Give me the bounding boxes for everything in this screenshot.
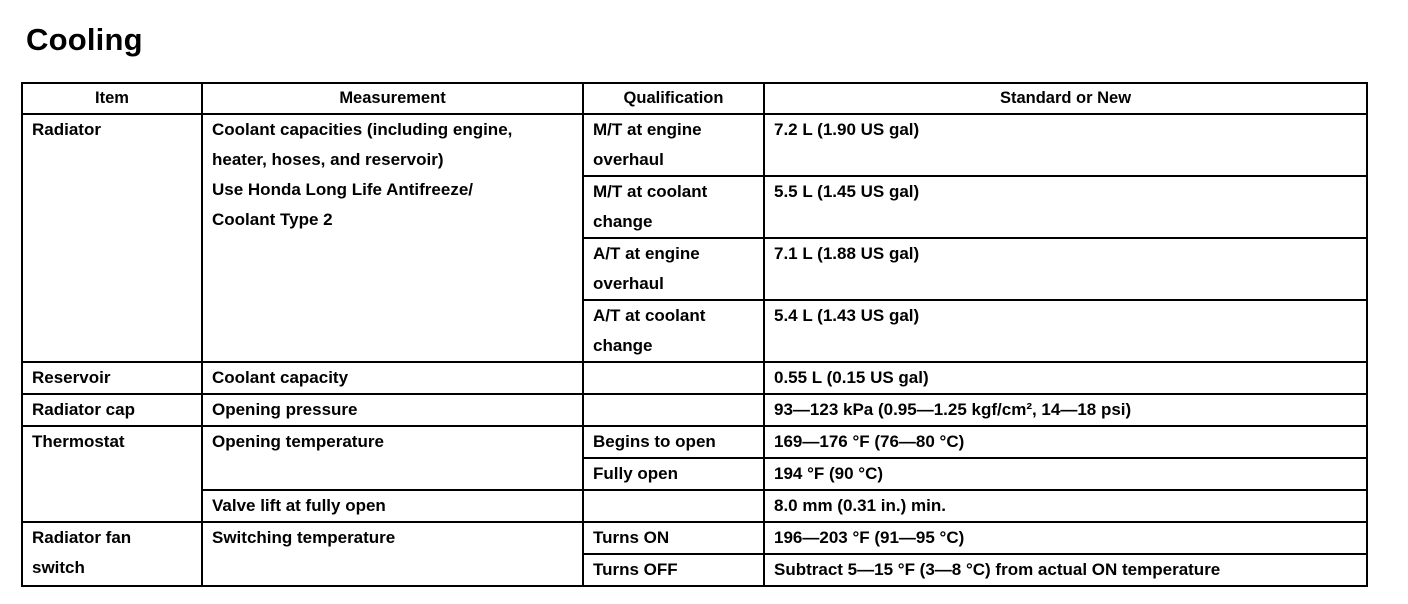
value-cell: 8.0 mm (0.31 in.) min. [764, 490, 1367, 522]
item-radiator: Radiator [22, 114, 202, 362]
value-cell: 5.4 L (1.43 US gal) [764, 300, 1367, 362]
measurement-line: Coolant capacities (including engine, [212, 120, 513, 139]
table-row [22, 394, 1367, 426]
qualification-cell [583, 176, 764, 238]
measurement-line: heater, hoses, and reservoir) [212, 150, 444, 169]
value-cell: 7.2 L (1.90 US gal) [764, 114, 1367, 176]
table-header-row [22, 83, 1367, 114]
qualification-cell [583, 362, 764, 394]
measurement-line: Use Honda Long Life Antifreeze/ [212, 180, 474, 199]
qualification-line: M/T at coolant [593, 182, 708, 201]
value-cell: 0.55 L (0.15 US gal) [764, 362, 1367, 394]
item-radiator-fan-switch [22, 522, 202, 586]
header-qualification: Qualification [583, 83, 764, 114]
value-cell: Subtract 5—15 °F (3—8 °C) from actual ON temperature [764, 554, 1367, 586]
value-cell: 194 °F (90 °C) [764, 458, 1367, 490]
item-thermostat: Thermostat [22, 426, 202, 522]
value-cell: 7.1 L (1.88 US gal) [764, 238, 1367, 300]
table-row [22, 114, 1367, 176]
header-item: Item [22, 83, 202, 114]
measurement-cell: Switching temperature [202, 522, 583, 586]
qualification-cell: Begins to open [583, 426, 764, 458]
qualification-line: overhaul [593, 274, 664, 293]
measurement-cell: Opening pressure [202, 394, 583, 426]
value-cell: 196—203 °F (91—95 °C) [764, 522, 1367, 554]
measurement-cell: Coolant capacity [202, 362, 583, 394]
table-row [22, 490, 1367, 522]
qualification-line: change [593, 212, 653, 231]
value-cell: 5.5 L (1.45 US gal) [764, 176, 1367, 238]
page-title: Cooling [26, 22, 143, 57]
qualification-cell [583, 394, 764, 426]
item-radiator-cap: Radiator cap [22, 394, 202, 426]
qualification-line: A/T at engine [593, 244, 700, 263]
measurement-coolant-capacities [202, 114, 583, 362]
value-cell: 93—123 kPa (0.95—1.25 kgf/cm², 14—18 psi) [764, 394, 1367, 426]
qualification-cell [583, 238, 764, 300]
qualification-line: A/T at coolant [593, 306, 706, 325]
measurement-cell: Opening temperature [202, 426, 583, 490]
qualification-line: M/T at engine [593, 120, 702, 139]
measurement-cell: Valve lift at fully open [202, 490, 583, 522]
qualification-line: overhaul [593, 150, 664, 169]
header-standard: Standard or New [764, 83, 1367, 114]
measurement-line: Coolant Type 2 [212, 210, 333, 229]
item-reservoir: Reservoir [22, 362, 202, 394]
cooling-spec-table [21, 82, 1368, 587]
table-row [22, 426, 1367, 458]
item-line: Radiator fan [32, 528, 132, 547]
item-line: switch [32, 558, 85, 577]
qualification-cell: Turns ON [583, 522, 764, 554]
qualification-cell: Turns OFF [583, 554, 764, 586]
qualification-cell: Fully open [583, 458, 764, 490]
table-row [22, 362, 1367, 394]
qualification-cell [583, 490, 764, 522]
header-measurement: Measurement [202, 83, 583, 114]
qualification-line: change [593, 336, 653, 355]
table-row [22, 522, 1367, 554]
qualification-cell [583, 114, 764, 176]
value-cell: 169—176 °F (76—80 °C) [764, 426, 1367, 458]
qualification-cell [583, 300, 764, 362]
